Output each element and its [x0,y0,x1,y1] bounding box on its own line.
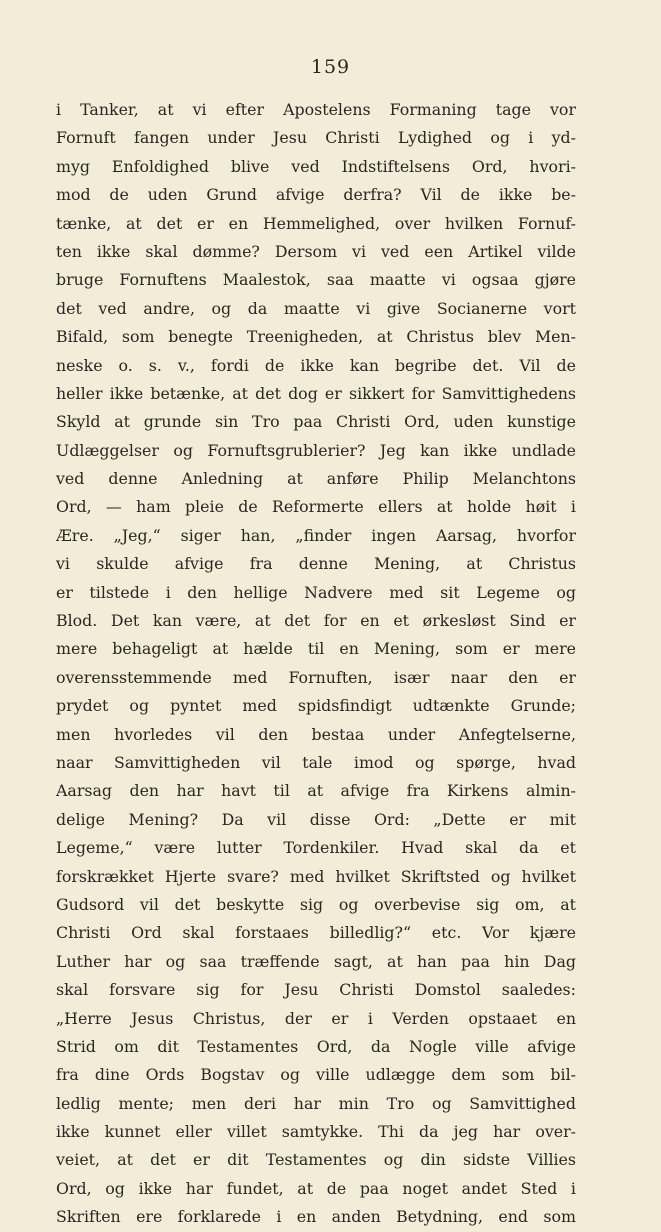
text-line: Bifald, som benegte Treenigheden, at Christus blev Men- [56,327,576,347]
text-line: Ære. „Jeg,“ siger han, „finder ingen Aarsag, hvorfor [56,525,576,545]
body-text [56,96,576,1232]
text-line: overensstemmende med Fornuften, især naar den er [56,667,576,687]
text-line: Skriften ere forklarede i en anden Betydning, end som [56,1207,576,1227]
text-line: heller ikke betænke, at det dog er sikkert for Samvittighedens [56,383,576,403]
text-line: Strid om dit Testamentes Ord, da Nogle ville afvige [56,1036,576,1056]
page-number: 159 [310,56,351,78]
text-line: delige Mening? Da vil disse Ord: „Dette er mit [56,809,576,829]
text-line: ved denne Anledning at anføre Philip Melanchtons [56,469,576,489]
text-line: naar Samvittigheden vil tale imod og spørge, hvad [56,752,576,772]
text-line: ikke kunnet eller villet samtykke. Thi da jeg har over- [56,1122,576,1142]
text-line: Skyld at grunde sin Tro paa Christi Ord, uden kunstige [56,412,576,432]
text-line: Aarsag den har havt til at afvige fra Kirkens almin- [56,781,576,801]
text-line: fra dine Ords Bogstav og ville udlægge dem som bil- [56,1065,576,1085]
text-line: bruge Fornuftens Maalestok, saa maatte vi ogsaa gjøre [56,270,576,290]
text-line: mod de uden Grund afvige derfra? Vil de ikke be- [56,185,576,205]
text-line: Ord, — ham pleie de Reformerte ellers at holde høit i [56,497,576,517]
text-line: Gudsord vil det beskytte sig og overbevise sig om, at [56,894,576,914]
text-line: ledlig mente; men deri har min Tro og Samvittighed [56,1093,576,1113]
text-line: skal forsvare sig for Jesu Christi Domstol saaledes: [56,980,576,1000]
text-line: „Herre Jesus Christus, der er i Verden opstaaet en [56,1008,576,1028]
text-line: Fornuft fangen under Jesu Christi Lydighed og i yd- [56,128,576,148]
text-line: myg Enfoldighed blive ved Indstiftelsens Ord, hvori- [56,156,576,176]
text-line: ten ikke skal dømme? Dersom vi ved een Artikel vilde [56,241,576,261]
text-line: Legeme,“ være lutter Tordenkiler. Hvad skal da et [56,838,576,858]
text-line: Udlæggelser og Fornuftsgrublerier? Jeg kan ikke undlade [56,440,576,460]
text-line: mere behageligt at hælde til en Mening, som er mere [56,639,576,659]
text-line: vi skulde afvige fra denne Mening, at Christus [56,554,576,574]
text-line: neske o. s. v., fordi de ikke kan begribe det. Vil de [56,355,576,375]
text-line: forskrækket Hjerte svare? med hvilket Skriftsted og hvilket [56,866,576,886]
text-line: veiet, at det er dit Testamentes og din sidste Villies [56,1150,576,1170]
text-line: er tilstede i den hellige Nadvere med sit Legeme og [56,582,576,602]
text-line: Blod. Det kan være, at det for en et ørkesløst Sind er [56,611,576,631]
text-line: prydet og pyntet med spidsfindigt udtænkte Grunde; [56,696,576,716]
text-line: men hvorledes vil den bestaa under Anfegtelserne, [56,724,576,744]
text-line: Ord, og ikke har fundet, at de paa noget andet Sted i [56,1178,576,1198]
text-line: Christi Ord skal forstaaes billedlig?“ etc. Vor kjære [56,923,576,943]
text-line: i Tanker, at vi efter Apostelens Formaning tage vor [56,100,576,119]
text-line: tænke, at det er en Hemmelighed, over hvilken Fornuf- [56,213,576,233]
text-line: det ved andre, og da maatte vi give Socianerne vort [56,298,576,318]
text-line: Luther har og saa træffende sagt, at han paa hin Dag [56,951,576,971]
